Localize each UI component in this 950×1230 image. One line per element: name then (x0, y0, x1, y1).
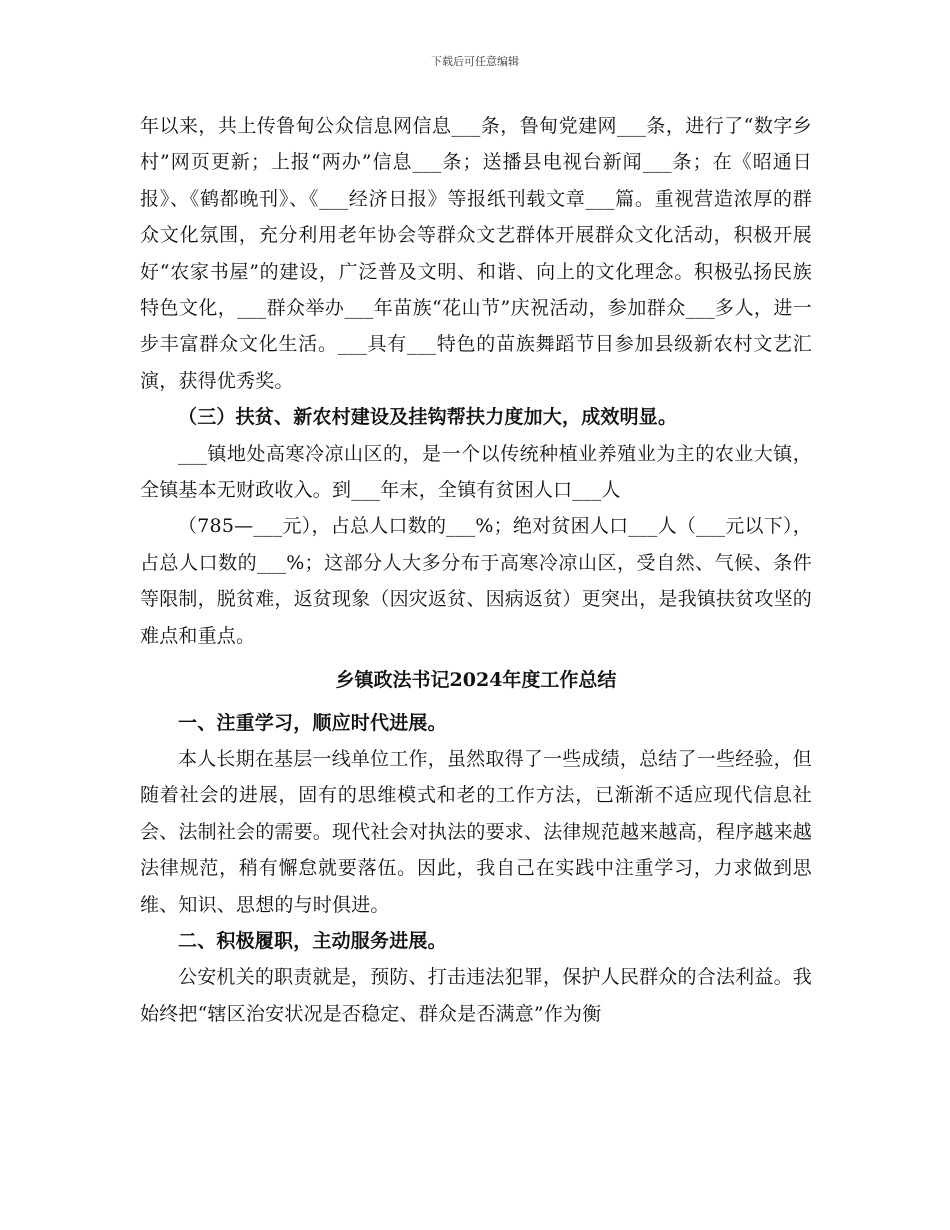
heading-poverty: （三）扶贫、新农村建设及挂钩帮扶力度加大，成效明显。 (178, 406, 678, 429)
paragraph-poverty-b: （785—___元），占总人口数的___%；绝对贫困人口___人（___元以下），占总人口数的___%；这部分人大多分布于高寒冷凉山区，受自然、气候、条件等限制，脱贫难，返贫现象（因灾返贫、因病返贫）更突出，是我镇扶贫攻坚的难点和重点。 (140, 515, 813, 647)
heading-duty: 二、积极履职，主动服务进展。 (178, 929, 447, 952)
paragraph-culture: 年以来，共上传鲁甸公众信息网信息___条，鲁甸党建网___条，进行了“数字乡村”网页更新；上报“两办”信息___条；送播县电视台新闻___条；在《昭通日报》、《鹤都晚刊》、《___经济日报》等报纸刊载文章___篇。重视营造浓厚的群众文化氛围，充分利用老年协会等群众文艺群体开展群众文化活动，积极开展好“农家书屋”的建设，广泛普及文明、和谐、向上的文化理念。积极弘扬民族特色文化，___群众举办___年苗族“花山节”庆祝活动，参加群众___多人，进一步丰富群众文化生活。___具有___特色的苗族舞蹈节目参加县级新农村文艺汇演，获得优秀奖。 (140, 115, 812, 392)
paragraph-duty: 公安机关的职责就是，预防、打击违法犯罪，保护人民群众的合法利益。我始终把“辖区治安状况是否稳定、群众是否满意”作为衡 (140, 966, 812, 1025)
document-title: 乡镇政法书记2024年度工作总结 (335, 669, 617, 692)
heading-study: 一、注重学习，顺应时代进展。 (178, 711, 447, 734)
paragraph-study: 本人长期在基层一线单位工作，虽然取得了一些成绩，总结了一些经验，但随着社会的进展，固有的思维模式和老的工作方法，已渐渐不适应现代信息社会、法制社会的需要。现代社会对执法的要求、法律规范越来越高，程序越来越法律规范，稍有懈怠就要落伍。因此，我自己在实践中注重学习，力求做到思维、知识、思想的与时俱进。 (140, 747, 813, 916)
document-body (140, 108, 812, 1032)
paragraph-poverty-a: ___镇地处高寒冷凉山区的，是一个以传统种植业养殖业为主的农业大镇，全镇基本无财政收入。到___年末，全镇有贫困人口___人 (140, 442, 812, 502)
page-header: 下载后可任意编辑 (431, 55, 519, 68)
